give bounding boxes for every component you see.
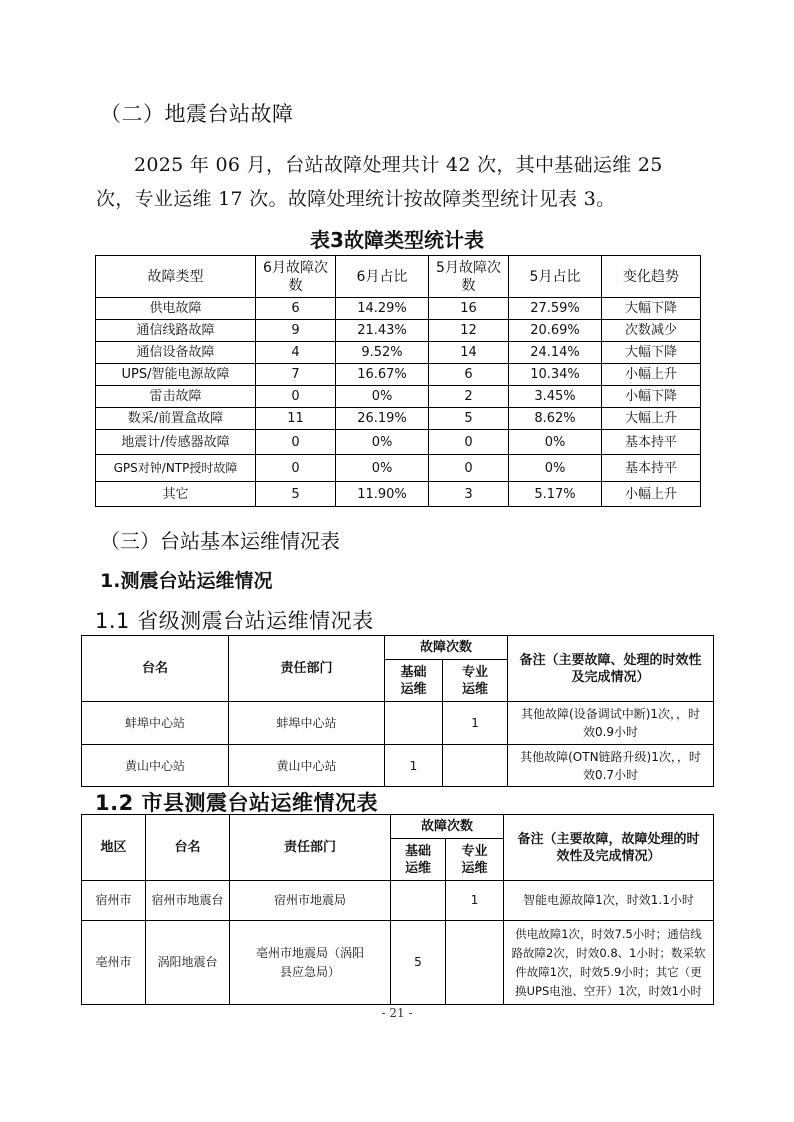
header-june-ratio: 6月占比 — [336, 256, 429, 298]
cell: 12 — [429, 320, 509, 342]
paragraph-line-1: 2025 年 06 月，台站故障处理共计 42 次，其中基础运维 25 — [134, 154, 663, 176]
cell-station: 涡阳地震台 — [146, 921, 230, 1005]
cell: 2 — [429, 386, 509, 408]
header-region: 地区 — [82, 815, 146, 881]
cell-basic: 1 — [385, 745, 443, 787]
cell: 14 — [429, 342, 509, 364]
header-fault-type: 故障类型 — [96, 256, 256, 298]
cell: 5 — [256, 482, 336, 507]
table-row — [96, 298, 701, 320]
cell: 11.90% — [336, 482, 429, 507]
cell: 8.62% — [509, 408, 602, 430]
cell: 14.29% — [336, 298, 429, 320]
cell: 20.69% — [509, 320, 602, 342]
cell: 大幅下降 — [602, 298, 701, 320]
cell-dept: 黄山中心站 — [229, 745, 385, 787]
section-heading-seismic-station-faults: （二）地震台站故障 — [100, 102, 294, 126]
cell: 0 — [429, 430, 509, 455]
cell: 6 — [429, 364, 509, 386]
cell-dept: 宿州市地震局 — [230, 881, 391, 921]
cell-station: 蚌埠中心站 — [82, 702, 229, 745]
table3-title: 表3故障类型统计表 — [310, 228, 484, 252]
cell: 0% — [509, 430, 602, 455]
header-remark: 备注（主要故障、处理的时效性及完成情况） — [508, 636, 714, 702]
cell: 0% — [509, 455, 602, 482]
cell: GPS对钟/NTP授时故障 — [96, 455, 256, 482]
cell-region: 宿州市 — [82, 881, 146, 921]
cell: 3.45% — [509, 386, 602, 408]
table-row — [96, 408, 701, 430]
header-may-ratio: 5月占比 — [509, 256, 602, 298]
cell: 6 — [256, 298, 336, 320]
header-pro-maintenance: 专业运维 — [446, 839, 504, 881]
cell: 小幅下降 — [602, 386, 701, 408]
table-row — [82, 881, 714, 921]
cell-basic — [391, 881, 446, 921]
header-fault-count: 故障次数 — [391, 815, 504, 839]
table12-title: 1.2 市县测震台站运维情况表 — [95, 791, 379, 815]
cell: 24.14% — [509, 342, 602, 364]
header-dept: 责任部门 — [230, 815, 391, 881]
table-row — [82, 745, 714, 787]
header-station: 台名 — [146, 815, 230, 881]
cell: 0% — [336, 430, 429, 455]
city-county-station-table — [81, 814, 714, 1005]
cell-pro: 1 — [443, 702, 508, 745]
table11-title: 1.1 省级测震台站运维情况表 — [95, 609, 374, 633]
cell: 0 — [256, 386, 336, 408]
subheading-seismic-stations: 1.测震台站运维情况 — [100, 570, 273, 592]
cell-remark: 供电故障1次，时效7.5小时；通信线路故障2次，时效0.8、1小时；数采软件故障1次，时效5.9小时；其它（更换UPS电池、空开）1次，时效1小时 — [504, 921, 714, 1005]
summary-paragraph — [96, 148, 708, 216]
cell: 0% — [336, 386, 429, 408]
cell: 9 — [256, 320, 336, 342]
cell: 9.52% — [336, 342, 429, 364]
cell: 0 — [429, 455, 509, 482]
cell: 5.17% — [509, 482, 602, 507]
cell-station: 宿州市地震台 — [146, 881, 230, 921]
header-june-count: 6月故障次数 — [256, 256, 336, 298]
cell: 27.59% — [509, 298, 602, 320]
header-remark: 备注（主要故障，故障处理的时效性及完成情况） — [504, 815, 714, 881]
cell: 3 — [429, 482, 509, 507]
cell: 供电故障 — [96, 298, 256, 320]
provincial-station-table — [81, 635, 714, 787]
table-row — [82, 702, 714, 745]
table-row — [96, 455, 701, 482]
cell: 小幅上升 — [602, 482, 701, 507]
table-row — [96, 386, 701, 408]
cell: 基本持平 — [602, 455, 701, 482]
cell-pro: 1 — [446, 881, 504, 921]
table-row — [96, 342, 701, 364]
header-pro-maintenance: 专业运维 — [443, 660, 508, 702]
table3-header-row — [96, 256, 701, 298]
cell-dept: 亳州市地震局（涡阳县应急局） — [230, 921, 391, 1005]
page-number: - 21 - — [381, 1006, 413, 1020]
header-fault-count: 故障次数 — [385, 636, 508, 660]
cell-basic: 5 — [391, 921, 446, 1005]
cell: 其它 — [96, 482, 256, 507]
header-dept: 责任部门 — [229, 636, 385, 702]
table11-header-row-1 — [82, 636, 714, 660]
cell: 5 — [429, 408, 509, 430]
cell-region: 亳州市 — [82, 921, 146, 1005]
cell: 数采/前置盒故障 — [96, 408, 256, 430]
cell: 21.43% — [336, 320, 429, 342]
cell: 基本持平 — [602, 430, 701, 455]
cell: 次数减少 — [602, 320, 701, 342]
cell: 大幅上升 — [602, 408, 701, 430]
cell: 0% — [336, 455, 429, 482]
cell-dept: 蚌埠中心站 — [229, 702, 385, 745]
cell-basic — [385, 702, 443, 745]
cell: 26.19% — [336, 408, 429, 430]
header-basic-maintenance: 基础运维 — [391, 839, 446, 881]
cell-station: 黄山中心站 — [82, 745, 229, 787]
cell-pro — [446, 921, 504, 1005]
table-row — [96, 364, 701, 386]
fault-type-table — [95, 255, 701, 507]
cell: 通信设备故障 — [96, 342, 256, 364]
cell: 7 — [256, 364, 336, 386]
header-station: 台名 — [82, 636, 229, 702]
cell: 4 — [256, 342, 336, 364]
cell-remark: 其他故障(OTN链路升级)1次，，时效0.7小时 — [508, 745, 714, 787]
cell: UPS/智能电源故障 — [96, 364, 256, 386]
section-heading-station-maintenance: （三）台站基本运维情况表 — [100, 529, 340, 553]
table-row — [82, 921, 714, 1005]
cell: 11 — [256, 408, 336, 430]
header-trend: 变化趋势 — [602, 256, 701, 298]
cell: 地震计/传感器故障 — [96, 430, 256, 455]
cell: 通信线路故障 — [96, 320, 256, 342]
cell: 0 — [256, 430, 336, 455]
cell: 大幅下降 — [602, 342, 701, 364]
cell: 0 — [256, 455, 336, 482]
cell-remark: 其他故障(设备调试中断)1次，，时效0.9小时 — [508, 702, 714, 745]
cell: 16 — [429, 298, 509, 320]
header-may-count: 5月故障次数 — [429, 256, 509, 298]
table-row — [96, 320, 701, 342]
cell: 16.67% — [336, 364, 429, 386]
cell-remark: 智能电源故障1次，时效1.1小时 — [504, 881, 714, 921]
cell: 小幅上升 — [602, 364, 701, 386]
paragraph-line-2: 次，专业运维 17 次。故障处理统计按故障类型统计见表 3。 — [96, 188, 616, 210]
header-basic-maintenance: 基础运维 — [385, 660, 443, 702]
table12-header-row-1 — [82, 815, 714, 839]
table-row — [96, 430, 701, 455]
cell-pro — [443, 745, 508, 787]
table-row — [96, 482, 701, 507]
cell: 10.34% — [509, 364, 602, 386]
cell: 雷击故障 — [96, 386, 256, 408]
